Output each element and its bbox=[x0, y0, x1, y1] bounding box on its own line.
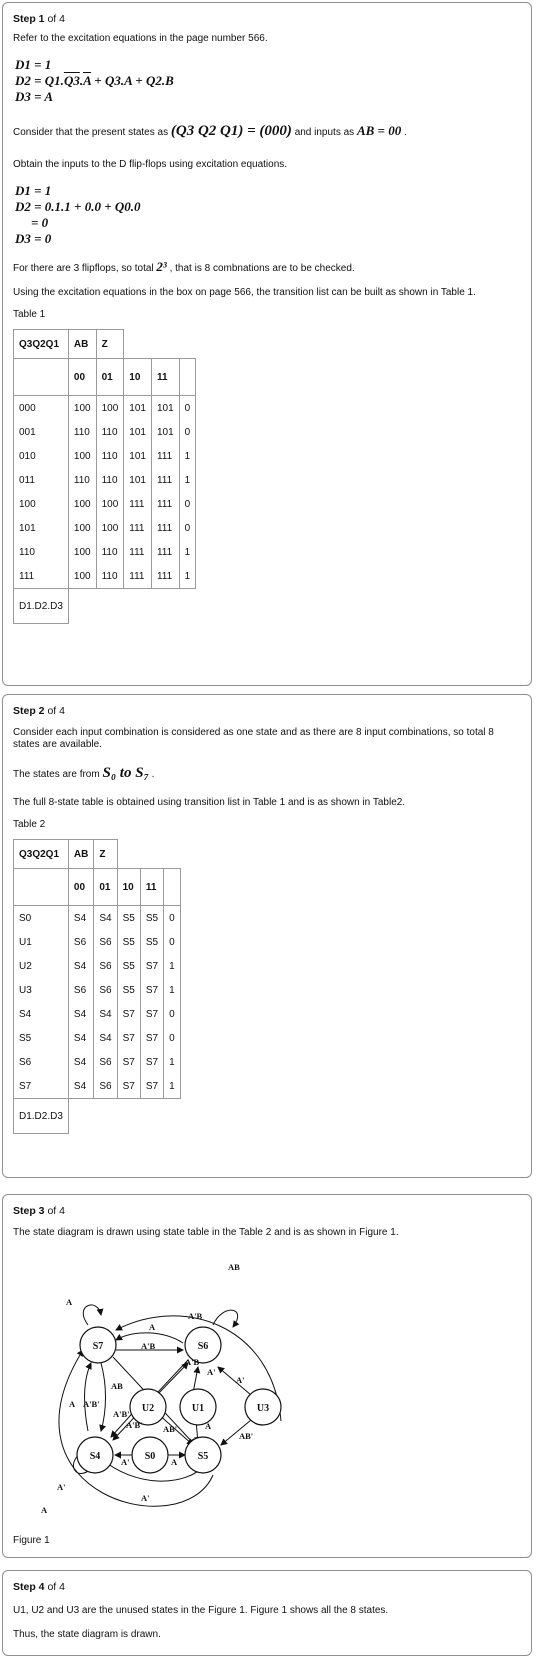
edge-s4-s7 bbox=[85, 1363, 91, 1431]
edge-label: A bbox=[205, 1421, 212, 1431]
table-1-caption: Table 1 bbox=[13, 309, 46, 320]
table-row: U3 S6 S6 S5 S7 1 bbox=[14, 978, 181, 1002]
edge-s7-s4 bbox=[101, 1363, 106, 1431]
table-row: 001 110 110 101 101 0 bbox=[14, 420, 196, 444]
present-state-sentence: Consider that the present states as (Q3 Q2 Q1) = (000) and inputs as AB = 00 . bbox=[13, 123, 407, 139]
step-1-card bbox=[2, 2, 532, 686]
calc-d3: D3 = 0 bbox=[15, 231, 52, 246]
table-row: 011 110 110 101 111 1 bbox=[14, 468, 196, 492]
edge-label: A' bbox=[236, 1375, 245, 1385]
table-1-header-state: Q3Q2Q1 bbox=[14, 330, 69, 359]
state-label: S7 bbox=[92, 1341, 104, 1352]
edge-label: AB' bbox=[163, 1424, 178, 1434]
step-4-card bbox=[2, 1570, 532, 1656]
table-1-header-ab: AB bbox=[68, 330, 96, 359]
state-label: S4 bbox=[89, 1451, 101, 1462]
table-row: S4 S4 S4 S7 S7 0 bbox=[14, 1002, 181, 1026]
table-row: 100 100 100 111 111 0 bbox=[14, 492, 196, 516]
step-1-intro: Refer to the excitation equations in the page number 566. bbox=[13, 33, 268, 44]
table-2-header-z: Z bbox=[94, 840, 117, 869]
state-label: U1 bbox=[191, 1403, 205, 1414]
calc-d2: D2 = 0.1.1 + 0.0 + Q0.0 bbox=[15, 199, 141, 214]
edge-label: AB bbox=[228, 1262, 240, 1272]
table-1-header-z: Z bbox=[96, 330, 124, 359]
state-label: S0 bbox=[144, 1451, 156, 1462]
step-4-text-1: U1, U2 and U3 are the unused states in the Figure 1. Figure 1 shows all the 8 states. bbox=[13, 1605, 389, 1616]
edge-label: A'B' bbox=[83, 1399, 100, 1409]
table-row: 111 100 110 111 111 1 bbox=[14, 564, 196, 589]
table-2-header-ab: AB bbox=[68, 840, 93, 869]
edge-label: A bbox=[69, 1399, 76, 1409]
states-math: S₀ to S₇ bbox=[102, 765, 149, 781]
edge-label: AB bbox=[111, 1381, 123, 1391]
table-row: 110 100 110 111 111 1 bbox=[14, 540, 196, 564]
state-label: S5 bbox=[197, 1451, 209, 1462]
edge-label: A' bbox=[207, 1367, 216, 1377]
flipflop-math: 2³ bbox=[156, 259, 167, 274]
edge-u2-s6 bbox=[155, 1363, 188, 1397]
edge-s7-self bbox=[83, 1305, 101, 1325]
table-row: 101 100 100 111 111 0 bbox=[14, 516, 196, 540]
edge-label: A' bbox=[141, 1493, 150, 1503]
edge-label: A bbox=[41, 1505, 48, 1515]
table-row: 000 100 100 101 101 0 bbox=[14, 396, 196, 421]
step-4-heading: Step 4 of 4 bbox=[13, 1581, 65, 1593]
edge-label: A bbox=[66, 1297, 73, 1307]
calc-d2-result: = 0 bbox=[31, 215, 49, 230]
step-2-text-3: The full 8-state table is obtained using transition list in Table 1 and is as shown in Table2. bbox=[13, 797, 406, 808]
present-state-math: (Q3 Q2 Q1) = (000) bbox=[170, 123, 292, 139]
edge-label: A'B bbox=[188, 1311, 203, 1321]
step-3-text: The state diagram is drawn using state table in the Table 2 and is as shown in Figure 1. bbox=[13, 1227, 399, 1238]
table-row: S6 S4 S6 S7 S7 1 bbox=[14, 1050, 181, 1074]
calc-d1: D1 = 1 bbox=[15, 183, 52, 198]
step-4-text-2: Thus, the state diagram is drawn. bbox=[13, 1629, 161, 1640]
table-row: S5 S4 S4 S7 S7 0 bbox=[14, 1026, 181, 1050]
figure-1-caption: Figure 1 bbox=[13, 1535, 50, 1546]
table-2-footer: D1.D2.D3 bbox=[14, 1099, 69, 1134]
edge-label: A bbox=[171, 1457, 178, 1467]
edge-label: A'B bbox=[141, 1341, 156, 1351]
step-1-obtain: Obtain the inputs to the D flip-flops using excitation equations. bbox=[13, 159, 288, 170]
edge-u3-s6 bbox=[218, 1367, 251, 1395]
eq-d1: D1 = 1 bbox=[15, 57, 52, 72]
edge-label: A bbox=[149, 1322, 156, 1332]
edge-label: A'B' bbox=[113, 1409, 130, 1419]
table-row: S7 S4 S6 S7 S7 1 bbox=[14, 1074, 181, 1099]
edge-label: A' bbox=[57, 1482, 66, 1492]
eq-d2: $D2 = Q1.Q3.\overline{A} + Q3.A + Q2.B$ bbox=[15, 73, 174, 88]
flipflop-sentence: For there are 3 flipflops, so total 2³ , that is 8 combnations are to be checked. bbox=[13, 259, 355, 274]
state-label: U2 bbox=[141, 1403, 155, 1414]
table-1-footer: D1.D2.D3 bbox=[14, 589, 69, 624]
state-label: U3 bbox=[256, 1403, 270, 1414]
step-2-card bbox=[2, 694, 532, 1178]
step-2-text-1: Consider each input combination is considered as one state and as there are 8 input combinations, so total 8 states are available. bbox=[13, 727, 494, 750]
edge-label: A'B' bbox=[126, 1420, 143, 1430]
table-row: U2 S4 S6 S5 S7 1 bbox=[14, 954, 181, 978]
present-input-math: AB = 00 bbox=[356, 123, 402, 138]
table-row: 010 100 110 101 111 1 bbox=[14, 444, 196, 468]
table-2-header-state: Q3Q2Q1 bbox=[14, 840, 69, 869]
state-label: S6 bbox=[197, 1341, 209, 1352]
table-2-caption: Table 2 bbox=[13, 819, 46, 830]
table-row: S0 S4 S4 S5 S5 0 bbox=[14, 906, 181, 931]
step-1-using: Using the excitation equations in the box on page 566, the transition list can be built as shown in Table 1. bbox=[13, 287, 476, 298]
eq-d3: D3 = A bbox=[15, 89, 53, 104]
step-3-card bbox=[2, 1194, 532, 1558]
step-1-heading: Step 1 of 4 bbox=[13, 13, 65, 25]
state-diagram bbox=[33, 1245, 333, 1515]
edge-label: A' bbox=[121, 1457, 130, 1467]
table-1: Q3Q2Q1 AB Z 00 01 10 11 000 100 100 101 101 0 001 110 110 101 101 0 010 100 110 101 111 1 011 110 110 101 111 1 100 100 100 111 111 0 101 100 100 111 111 0 110 100 110 111 111 1 111 100 110 111 111 1 D1.D2.D3 bbox=[13, 329, 196, 624]
step-2-heading: Step 2 of 4 bbox=[13, 705, 65, 717]
states-sentence: The states are from S₀ to S₇ . bbox=[13, 765, 155, 781]
edge-label: A'B bbox=[185, 1357, 200, 1367]
table-2: Q3Q2Q1 AB Z 00 01 10 11 S0 S4 S4 S5 S5 0 U1 S6 S6 S5 S5 0 U2 S4 S6 S5 S7 1 U3 S6 S6 S5 S7 1 S4 S4 S4 S7 S7 0 S5 S4 S4 S7 S7 0 S6 S4 S6 S7 S7 1 S7 S4 S6 S7 S7 1 D1.D2.D3 bbox=[13, 839, 181, 1134]
table-row: U1 S6 S6 S5 S5 0 bbox=[14, 930, 181, 954]
edge-label: AB' bbox=[239, 1431, 254, 1441]
step-3-heading: Step 3 of 4 bbox=[13, 1205, 65, 1217]
